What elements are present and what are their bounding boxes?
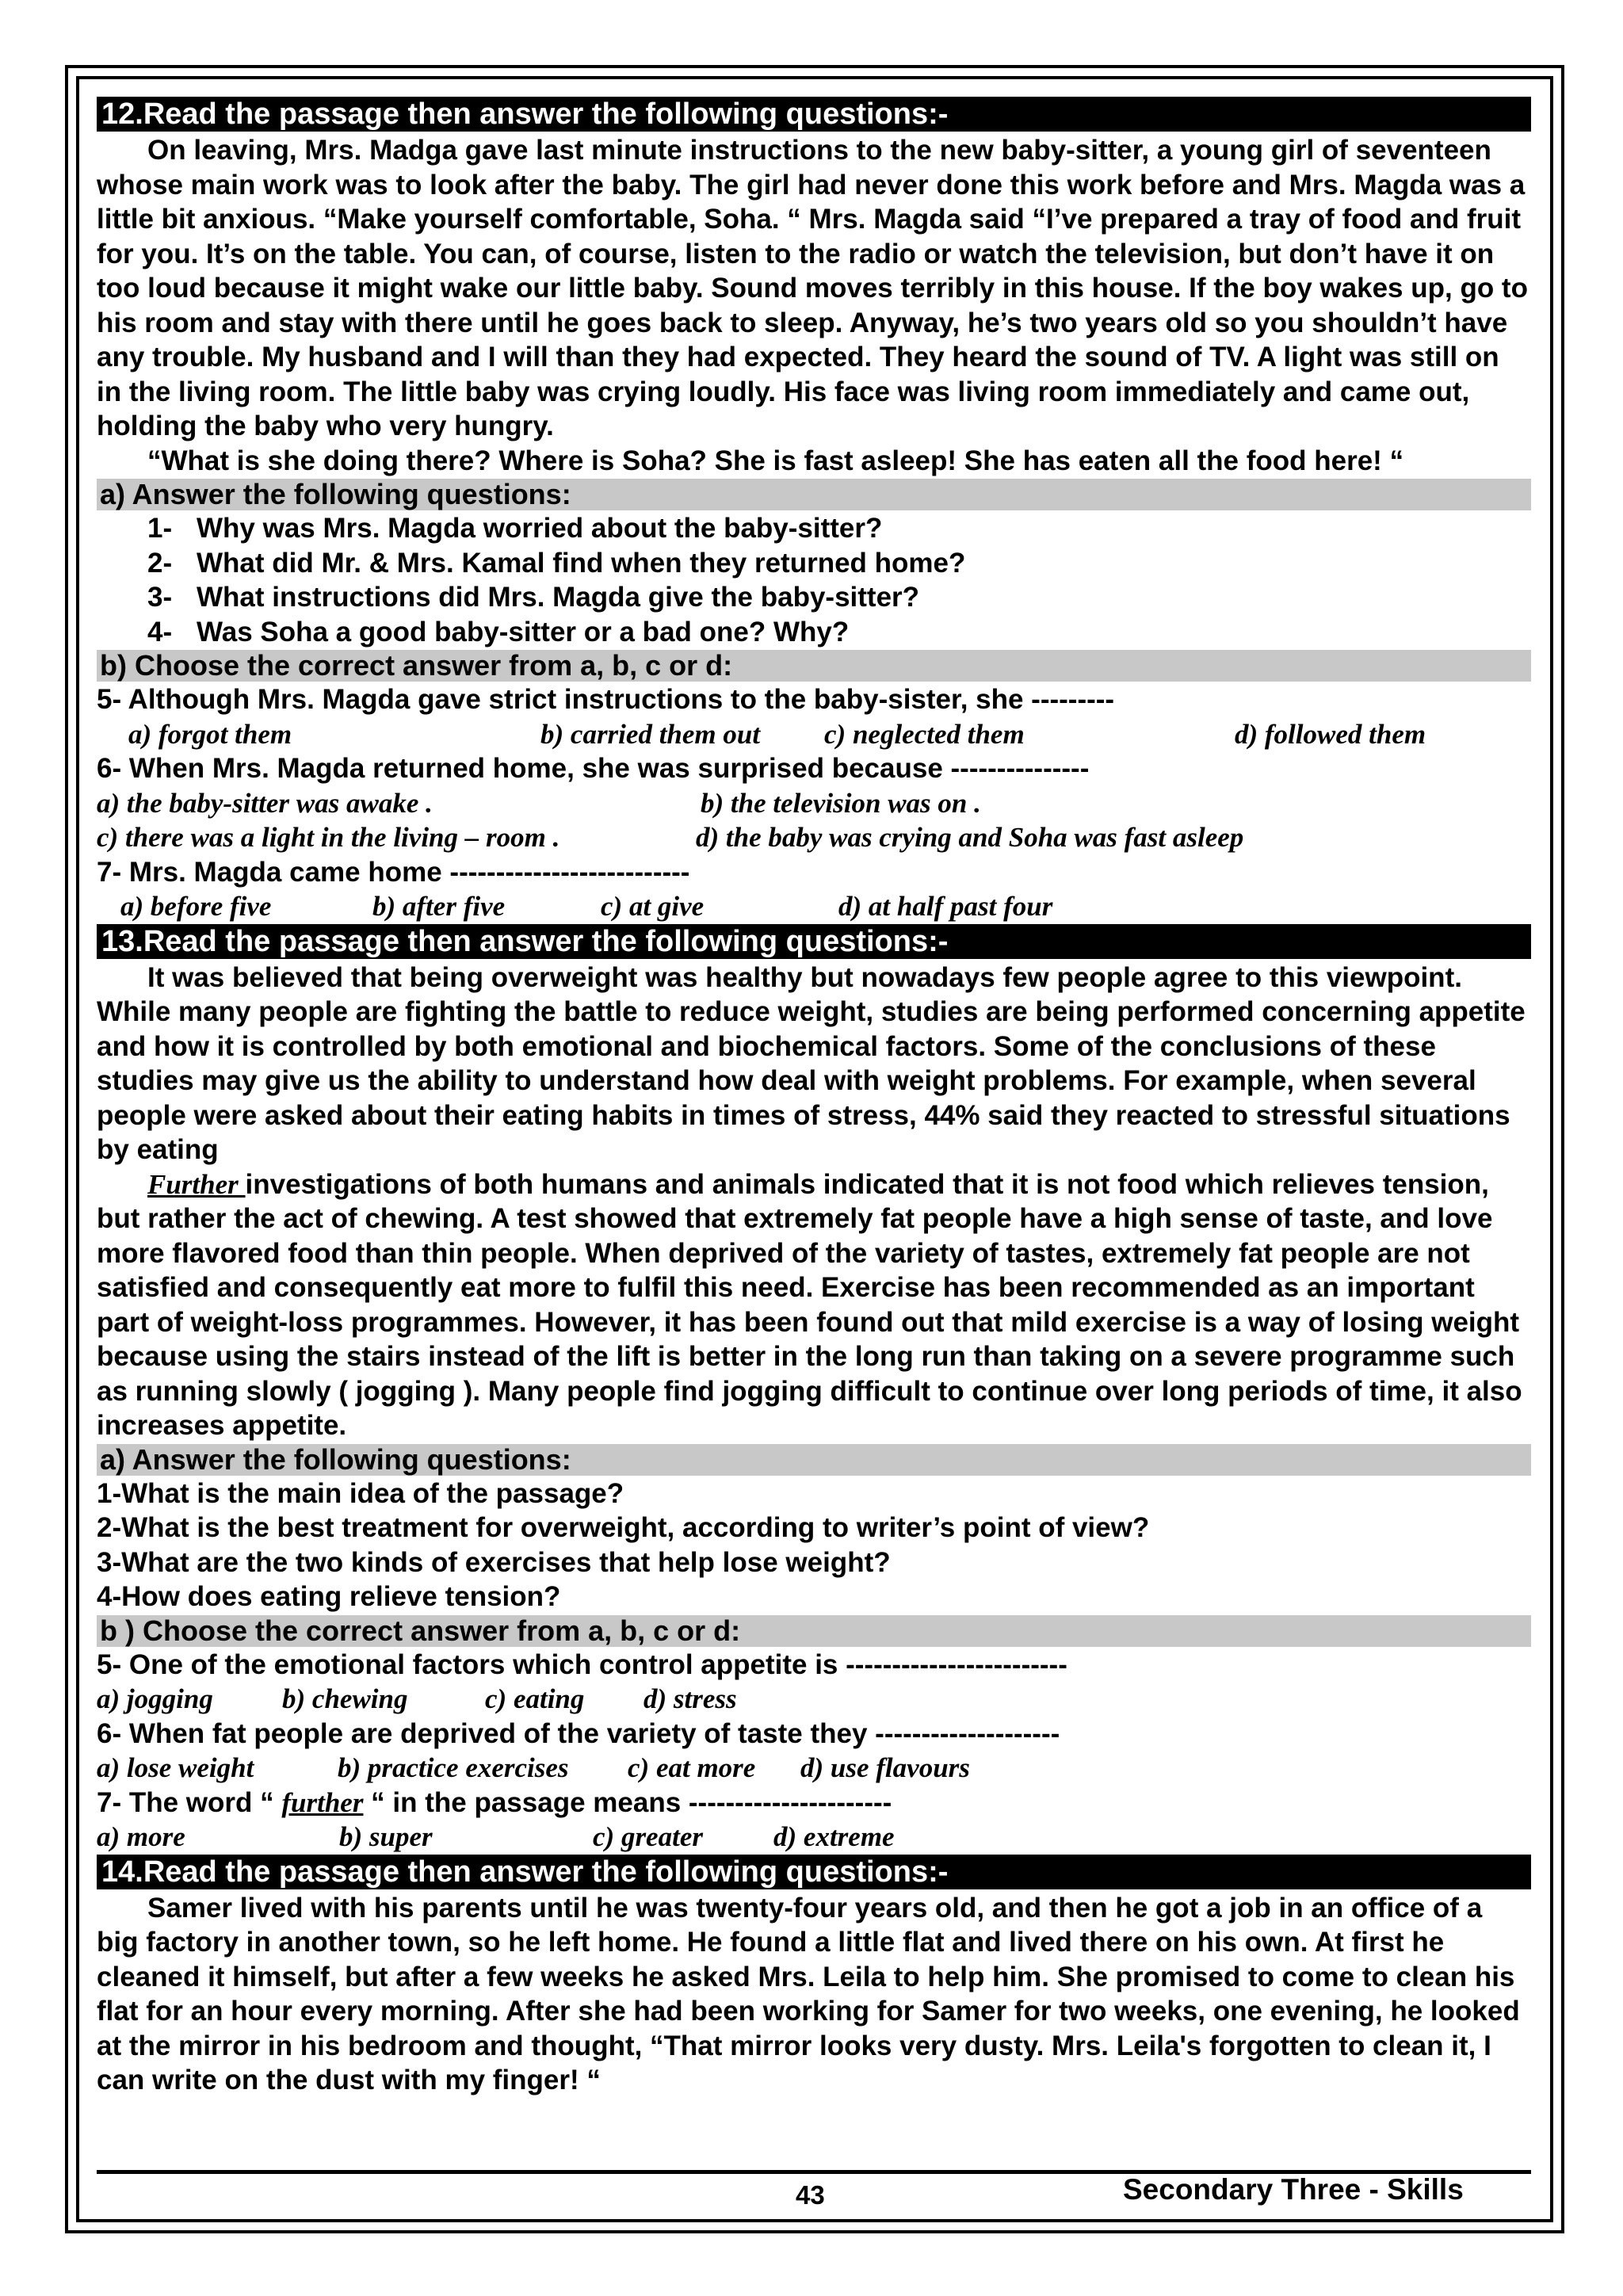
section-13-header: 13.Read the passage then answer the following questions:- — [97, 924, 1531, 959]
section-13-question-5-options — [97, 1682, 1531, 1717]
option-d: d) stress — [643, 1683, 737, 1714]
section-12-passage: On leaving, Mrs. Madga gave last minute instructions to the new baby-sitter, a young girl of seventeen whose main work was to look after the baby. The girl had never done this work before and Mrs. Magda was a little bit anxious. “Make yourself comfortable, Soha. “ Mrs. Magda said “I’ve prepared a tray of food and fruit for you. It’s on the table. You can, of course, listen to the radio or watch the television, but don’t have it on too loud because it might wake our little baby. Sound moves terribly in this house. If the boy wakes up, go to his room and stay with there until he goes back to sleep. Anyway, he’s two years old so you shouldn’t have any trouble. My husband and I will than they had expected. They heard the sound of TV. A light was still on in the living room. The little baby was crying loudly. His face was living room immediately and came out, holding the baby who very hungry. — [97, 135, 1528, 441]
further-word: further — [281, 1786, 364, 1818]
section-12-question-2: 2- What did Mr. & Mrs. Kamal find when they returned home? — [147, 547, 966, 579]
option-b: b) chewing — [282, 1683, 408, 1714]
option-b: b) carried them out — [540, 718, 761, 750]
option-a: a) the baby-sitter was awake . — [97, 787, 433, 819]
section-13-question-6-options — [97, 1751, 1531, 1786]
section-13-question-2: 2-What is the best treatment for overweight, according to writer’s point of view? — [97, 1512, 1150, 1543]
section-12-question-6: 6- When Mrs. Magda returned home, she was surprised because --------------- — [97, 753, 1090, 784]
option-a: a) forgot them — [128, 718, 292, 750]
section-12-question-5: 5- Although Mrs. Magda gave strict instructions to the baby-sister, she --------- — [97, 684, 1115, 715]
option-b: b) practice exercises — [338, 1752, 569, 1783]
option-c: c) eat more — [628, 1752, 756, 1783]
section-13-question-7-options — [97, 1820, 1531, 1855]
section-13-question-1: 1-What is the main idea of the passage? — [97, 1477, 624, 1509]
section-12-question-1: 1- Why was Mrs. Magda worried about the baby-sitter? — [147, 513, 883, 544]
option-d: d) the baby was crying and Soha was fast asleep — [696, 822, 1244, 853]
section-13-passage-2: Further investigations of both humans and animals indicated that it is not food which relieves tension, but rather the act of chewing. A test showed that extremely fat people have a high sense of taste, and love more flavored food than thin people. When deprived of the variety of tastes, extremely fat people are not satisfied and consequently eat more to fulfil this need. Exercise has been recommended as an important part of weight-loss programmes. However, it has been found out that mild exercise is a way of losing weight because using the stairs instead of the lift is better in the long run than taking on a severe programme such as running slowly ( jogging ). Many people find jogging difficult to continue over long periods of time, it also increases appetite. — [97, 1168, 1522, 1441]
section-12-question-6-options-row1 — [97, 786, 1531, 821]
section-12-question-6-options-row2 — [97, 820, 1531, 855]
section-12-question-5-options — [97, 717, 1531, 752]
section-13-answer-header: a) Answer the following questions: — [97, 1444, 1531, 1476]
option-d: d) followed them — [1235, 718, 1426, 750]
footer-title: Secondary Three - Skills — [1123, 2173, 1464, 2206]
option-d: d) extreme — [773, 1821, 895, 1852]
option-a: a) more — [97, 1821, 185, 1852]
option-b: b) the television was on . — [701, 787, 981, 819]
option-c: c) greater — [593, 1821, 703, 1852]
section-13-passage: It was believed that being overweight was healthy but nowadays few people agree to this viewpoint. While many people are fighting the battle to reduce weight, studies are being performed concerning appetite and how it is controlled by both emotional and biochemical factors. Some of the conclusions of these studies may give us the ability to understand how deal with weight problems. For example, when several people were asked about their eating habits in times of stress, 44% said they reacted to stressful situations by eating — [97, 961, 1526, 1165]
section-12-question-4: 4- Was Soha a good baby-sitter or a bad one? Why? — [147, 616, 850, 648]
option-a: a) lose weight — [97, 1752, 254, 1783]
option-b: b) super — [339, 1821, 433, 1852]
option-c: c) at give — [601, 891, 705, 922]
section-13-choose-header: b ) Choose the correct answer from a, b, c or d: — [97, 1615, 1531, 1647]
page-number: 43 — [796, 2180, 825, 2210]
page-content — [97, 97, 1531, 2098]
section-14-passage: Samer lived with his parents until he was twenty-four years old, and then he got a job in an office of a big factory in another town, so he left home. He found a little flat and lived there on his own. At first he cleaned it himself, but after a few weeks he asked Mrs. Leila to help him. She promised to come to clean his flat for an hour every morning. After she had been working for Samer for two weeks, one evening, he looked at the mirror in his bedroom and thought, “That mirror looks very dusty. Mrs. Leila's forgotten to clean it, I can write on the dust with my finger! “ — [97, 1892, 1520, 2095]
option-d: d) use flavours — [800, 1752, 970, 1783]
section-12-answer-header: a) Answer the following questions: — [97, 479, 1531, 510]
section-13-question-6: 6- When fat people are deprived of the variety of taste they -------------------- — [97, 1717, 1060, 1749]
option-c: c) neglected them — [824, 718, 1025, 750]
section-12-question-3: 3- What instructions did Mrs. Magda give the baby-sitter? — [147, 582, 920, 613]
option-c: c) there was a light in the living – room . — [97, 822, 560, 853]
section-13-question-5: 5- One of the emotional factors which control appetite is ------------------------ — [97, 1648, 1067, 1680]
section-12-header: 12.Read the passage then answer the following questions:- — [97, 97, 1531, 132]
section-12-question-7-options — [97, 889, 1531, 924]
section-12-passage-quote: “What is she doing there? Where is Soha? She is fast asleep! She has eaten all the food here! “ — [147, 445, 1404, 476]
section-13-question-4: 4-How does eating relieve tension? — [97, 1581, 561, 1612]
option-a: a) before five — [120, 891, 272, 922]
section-12-question-7: 7- Mrs. Magda came home -------------------------- — [97, 856, 690, 888]
section-12-choose-header: b) Choose the correct answer from a, b, c or d: — [97, 650, 1531, 682]
option-b: b) after five — [372, 891, 506, 922]
option-a: a) jogging — [97, 1683, 213, 1714]
further-word: Further — [147, 1168, 246, 1200]
option-d: d) at half past four — [838, 891, 1053, 922]
option-c: c) eating — [485, 1683, 585, 1714]
section-13-question-7: 7- The word “ further “ in the passage means ---------------------- — [97, 1786, 892, 1818]
section-14-header: 14.Read the passage then answer the following questions:- — [97, 1855, 1531, 1889]
section-13-question-3: 3-What are the two kinds of exercises that help lose weight? — [97, 1546, 891, 1578]
